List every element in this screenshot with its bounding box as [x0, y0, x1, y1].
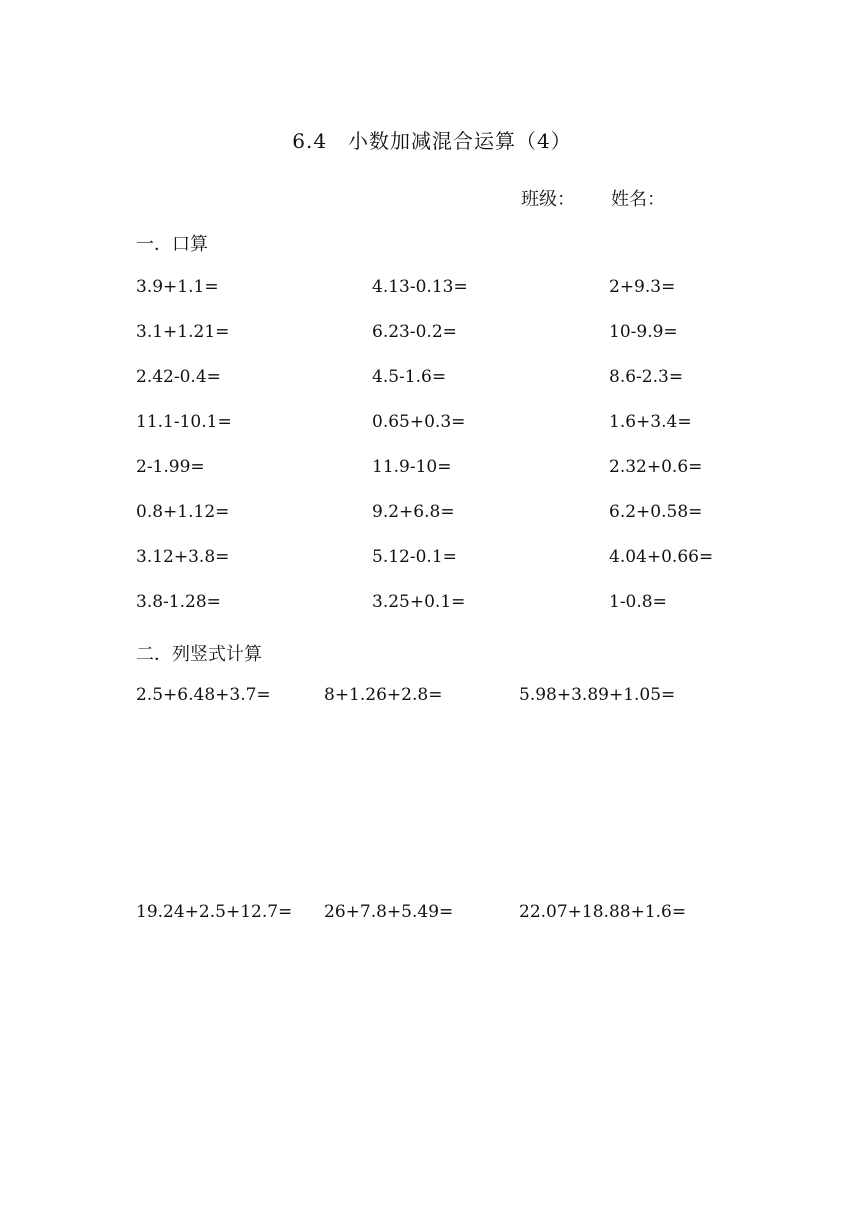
vertical-problem: 26+7.8+5.49= [324, 902, 454, 922]
oral-row [136, 457, 776, 502]
oral-row [136, 277, 776, 322]
oral-row [136, 547, 776, 592]
oral-problem: 2.32+0.6= [609, 457, 703, 477]
vertical-row [136, 685, 776, 715]
oral-problem: 2-1.99= [136, 457, 205, 477]
oral-problem: 3.1+1.21= [136, 322, 230, 342]
vertical-row [136, 902, 776, 932]
name-label: 姓名： [611, 189, 665, 210]
student-info [521, 185, 665, 211]
oral-problem: 3.25+0.1= [372, 592, 466, 612]
page-title: 6.4 小数加减混合运算（4） [292, 129, 572, 153]
oral-problem: 6.2+0.58= [609, 502, 703, 522]
class-label: 班级： [521, 189, 575, 210]
oral-problem: 9.2+6.8= [372, 502, 455, 522]
oral-problem: 0.8+1.12= [136, 502, 230, 522]
oral-problem: 2+9.3= [609, 277, 676, 297]
oral-problem: 8.6-2.3= [609, 367, 684, 387]
oral-problem: 5.12-0.1= [372, 547, 457, 567]
oral-row [136, 412, 776, 457]
section-vertical-heading: 二．列竖式计算 [136, 644, 262, 665]
vertical-problem: 5.98+3.89+1.05= [519, 685, 676, 705]
oral-problem: 4.04+0.66= [609, 547, 714, 567]
oral-problem: 11.9-10= [372, 457, 452, 477]
vertical-problem: 8+1.26+2.8= [324, 685, 443, 705]
oral-problem: 1-0.8= [609, 592, 667, 612]
oral-problem: 6.23-0.2= [372, 322, 457, 342]
oral-problem: 4.13-0.13= [372, 277, 468, 297]
oral-calculation-grid [136, 277, 776, 637]
oral-problem: 11.1-10.1= [136, 412, 232, 432]
vertical-problem: 19.24+2.5+12.7= [136, 902, 293, 922]
oral-problem: 3.9+1.1= [136, 277, 219, 297]
section-oral-heading: 一．口算 [136, 234, 208, 255]
vertical-problem: 22.07+18.88+1.6= [519, 902, 687, 922]
oral-row [136, 322, 776, 367]
oral-problem: 3.12+3.8= [136, 547, 230, 567]
oral-problem: 2.42-0.4= [136, 367, 221, 387]
oral-problem: 3.8-1.28= [136, 592, 221, 612]
oral-row [136, 502, 776, 547]
oral-problem: 4.5-1.6= [372, 367, 447, 387]
oral-row [136, 592, 776, 637]
oral-problem: 1.6+3.4= [609, 412, 692, 432]
vertical-problem: 2.5+6.48+3.7= [136, 685, 271, 705]
oral-row [136, 367, 776, 412]
oral-problem: 0.65+0.3= [372, 412, 466, 432]
oral-problem: 10-9.9= [609, 322, 678, 342]
